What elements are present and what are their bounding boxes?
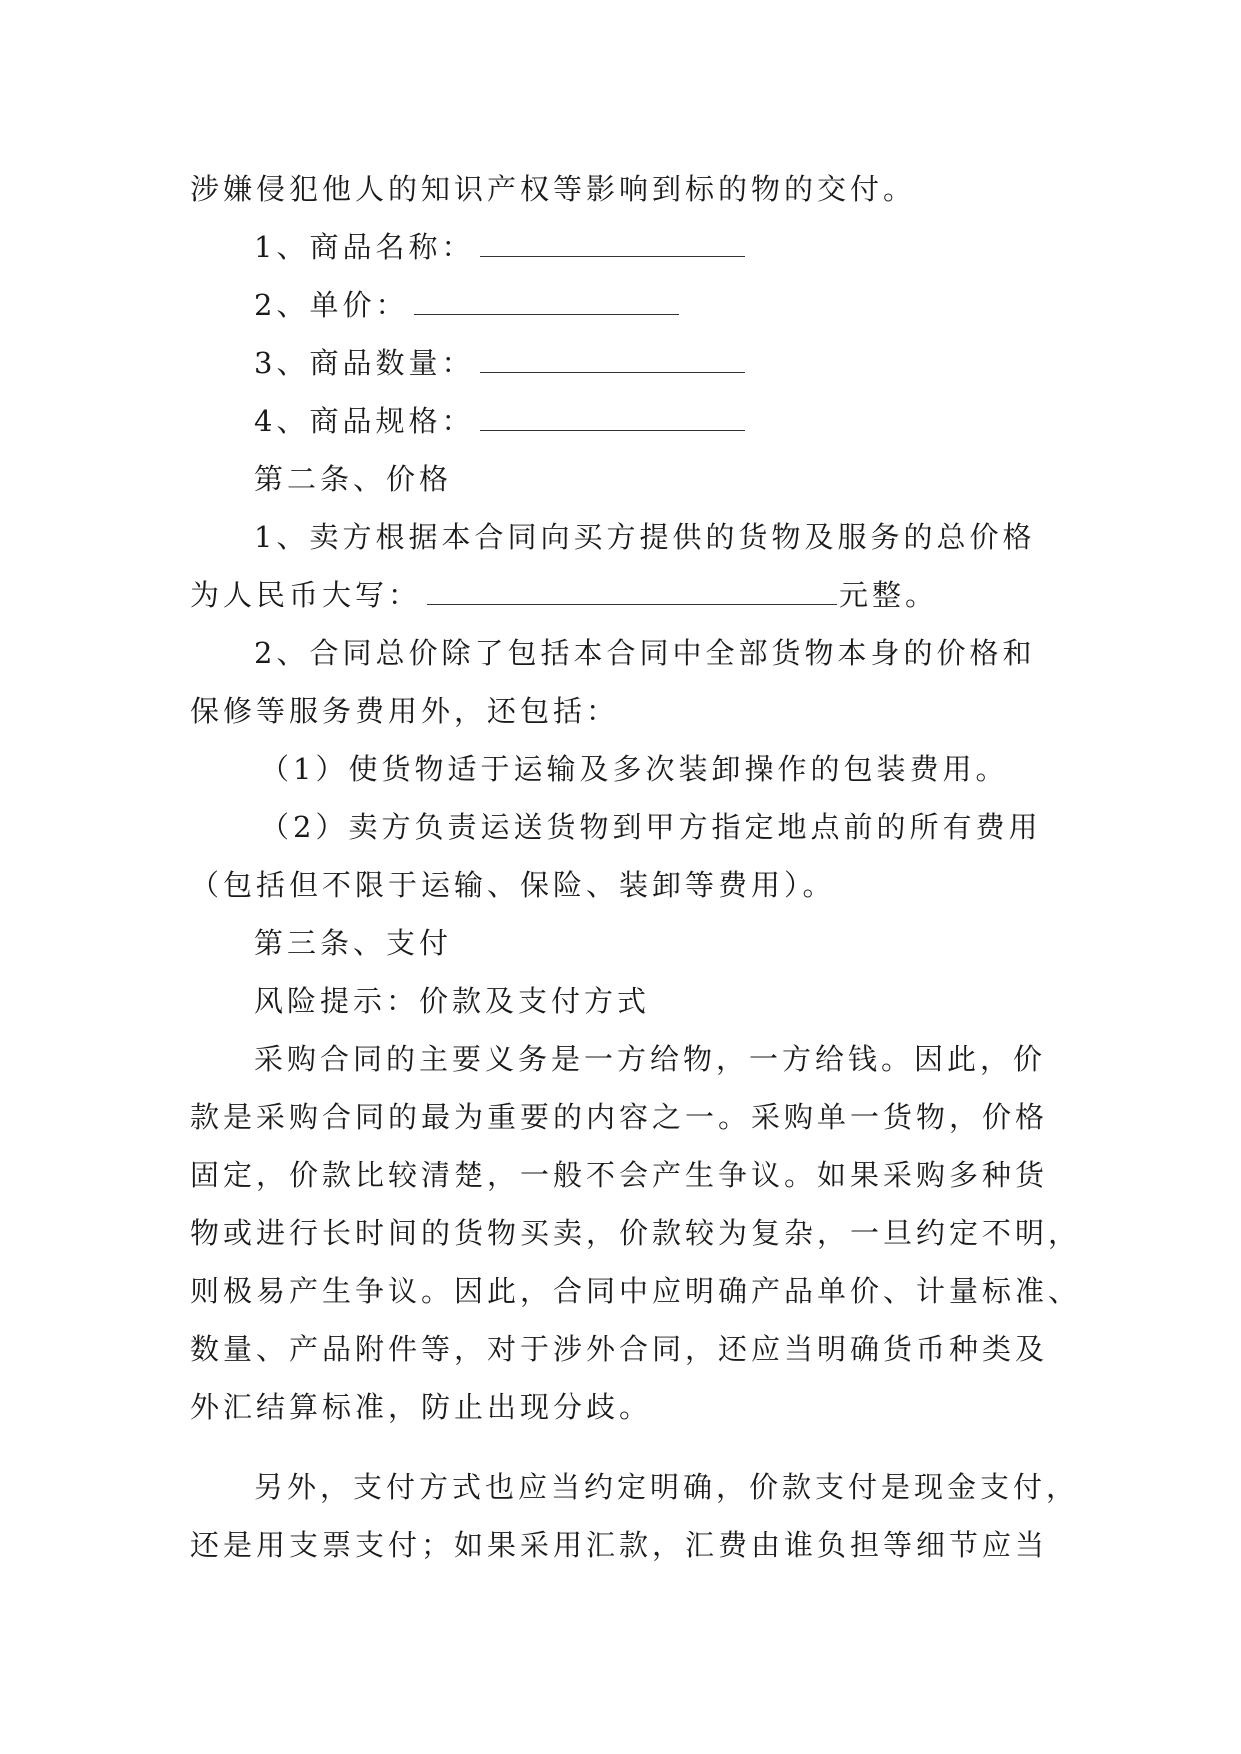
paragraph-line: 涉嫌侵犯他人的知识产权等影响到标的物的交付。 (190, 172, 917, 206)
risk-title: 风险提示：价款及支付方式 (254, 984, 651, 1018)
paragraph-line: 数量、产品附件等，对于涉外合同，还应当明确货币种类及 (190, 1332, 1049, 1366)
paragraph-line: 1、卖方根据本合同向买方提供的货物及服务的总价格 (254, 520, 1036, 554)
section-title: 第三条、支付 (254, 926, 453, 960)
paragraph-line: 另外，支付方式也应当约定明确，价款支付是现金支付， (254, 1470, 1080, 1504)
paragraph-text: 元整。 (839, 578, 939, 612)
fill-in-blank (480, 230, 745, 257)
fill-in-blank (480, 346, 745, 373)
item-label: 2、单价： (254, 288, 409, 322)
paragraph-line: 还是用支票支付；如果采用汇款，汇费由谁负担等细节应当 (190, 1528, 1049, 1562)
paragraph-line: 物或进行长时间的货物买卖，价款较为复杂，一旦约定不明， (190, 1216, 1082, 1250)
paragraph-line: 2、合同总价除了包括本合同中全部货物本身的价格和 (254, 636, 1036, 670)
paragraph-line: 固定，价款比较清楚，一般不会产生争议。如果采购多种货 (190, 1158, 1049, 1192)
item-product-name (190, 218, 1060, 276)
paragraph-gap (190, 1436, 1060, 1458)
paragraph-line: 保修等服务费用外，还包括： (190, 694, 620, 728)
paragraph-line: 外汇结算标准，防止出现分歧。 (190, 1390, 653, 1424)
paragraph-line: （包括但不限于运输、保险、装卸等费用）。 (190, 868, 836, 902)
paragraph-text: 为人民币大写： (190, 578, 422, 612)
section-title: 第二条、价格 (254, 462, 453, 496)
item-unit-price (190, 276, 1060, 334)
paragraph-line: 采购合同的主要义务是一方给物，一方给钱。因此，价 (254, 1042, 1047, 1076)
item-label: 4、商品规格： (254, 404, 475, 438)
item-quantity (190, 334, 1060, 392)
sub-item-line: （2）卖方负责运送货物到甲方指定地点前的所有费用 (260, 810, 1042, 844)
document-page (190, 160, 1082, 1574)
total-price-line (190, 566, 1060, 624)
fill-in-blank (480, 404, 745, 431)
fill-in-blank (427, 578, 837, 605)
item-specification (190, 392, 1060, 450)
paragraph-line: 款是采购合同的最为重要的内容之一。采购单一货物，价格 (190, 1100, 1049, 1134)
fill-in-blank (414, 288, 679, 315)
sub-item-line: （1）使货物适于运输及多次装卸操作的包装费用。 (260, 752, 1009, 786)
paragraph-line: 则极易产生争议。因此，合同中应明确产品单价、计量标准、 (190, 1274, 1082, 1308)
item-label: 3、商品数量： (254, 346, 475, 380)
item-label: 1、商品名称： (254, 230, 475, 264)
